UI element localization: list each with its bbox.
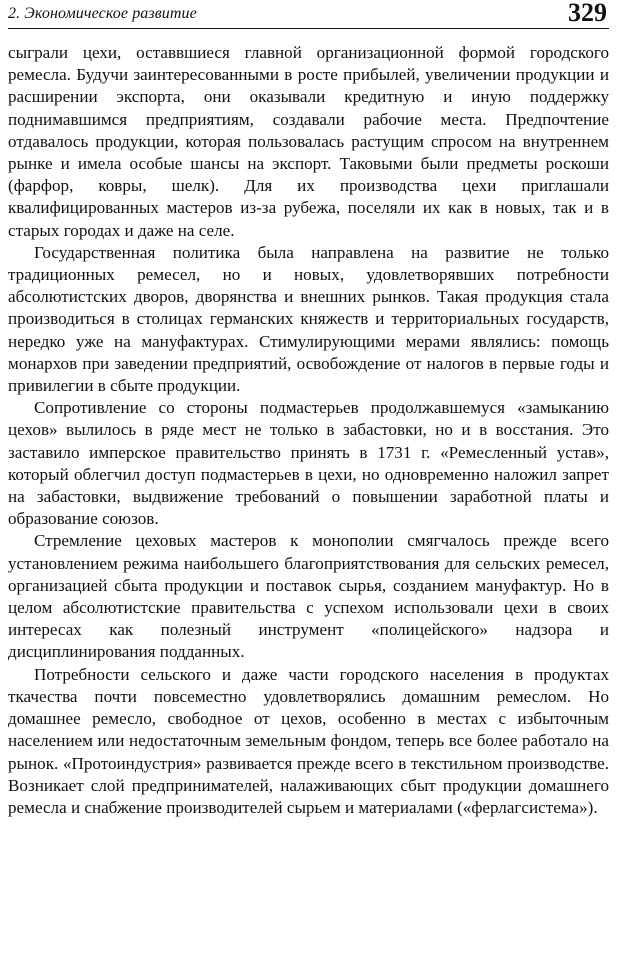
header-rule (8, 28, 609, 29)
paragraph: Государственная политика была направлена на развитие не только традиционных ремесел, но и новых, удовлетворявших потребности абсолютистских дворов, дворянства и внешних рынков. Такая продукция стала производиться в столицах германских княжеств и территориальных государств, нередко уже на мануфактурах. Стимулирующими мерами являлись: помощь монархов при заведении предприятий, освобождение от налогов в первые годы и привилегии в сбыте продукции. (8, 242, 609, 396)
paragraph: Стремление цеховых мастеров к монополии смягчалось прежде всего установлением режима наибольшего благоприятствования для сельских ремесел, организацией сбыта продукции и поставок сырья, созданием мануфактур. Но в целом абсолютистские правительства с успехом использовали цехи в своих интересах как полезный инструмент «полицейского» надзора и дисциплинирования подданных. (8, 531, 609, 662)
page-number: 329 (568, 0, 607, 27)
paragraph: Потребности сельского и даже части городского населения в продуктах ткачества почти повсеместно удовлетворялись домашним ремеслом. Но домашнее ремесло, свободное от цехов, особенно в местах с избыточным населением или недостаточным земельным фондом, теперь все более работало на рынок. «Протоиндустрия» развивается прежде всего в текстильном производстве. Возникает слой предпринимателей, налаживающих сбыт продукции домашнего ремесла и снабжение производителей сырьем и материалами («ферлагсистема»). (8, 664, 609, 817)
running-head: 2. Экономическое развитие (8, 5, 197, 22)
page-body (8, 42, 609, 819)
paragraph-continued: сыграли цехи, оставвшиеся главной организационной формой городского ремесла. Будучи заинтересованными в росте прибылей, увеличении продукции и расширении экспорта, они оказывали кредитную и иную поддержку поднимавшимся предприятиям, создавали рабочие места. Предпочтение отдавалось продукции, которая пользовалась растущим спросом на внутреннем рынке и имела особые шансы на экспорт. Таковыми были предметы роскоши (фарфор, ковры, шелк). Для их производства цехи приглашали квалифицированных мастеров из-за рубежа, поселяли их как в новых, так и в старых городах и даже на селе. (8, 43, 609, 240)
page-header (8, 0, 609, 34)
paragraph: Сопротивление со стороны подмастерьев продолжавшемуся «замыканию цехов» вылилось в ряде мест не только в забастовки, но и в восстания. Это заставило имперское правительство принять в 1731 г. «Ремесленный устав», который облегчил доступ подмастерьев в цехи, но одновременно наложил запрет на забастовки, выдвижение требований о повышении заработной платы и образование союзов. (8, 398, 609, 529)
